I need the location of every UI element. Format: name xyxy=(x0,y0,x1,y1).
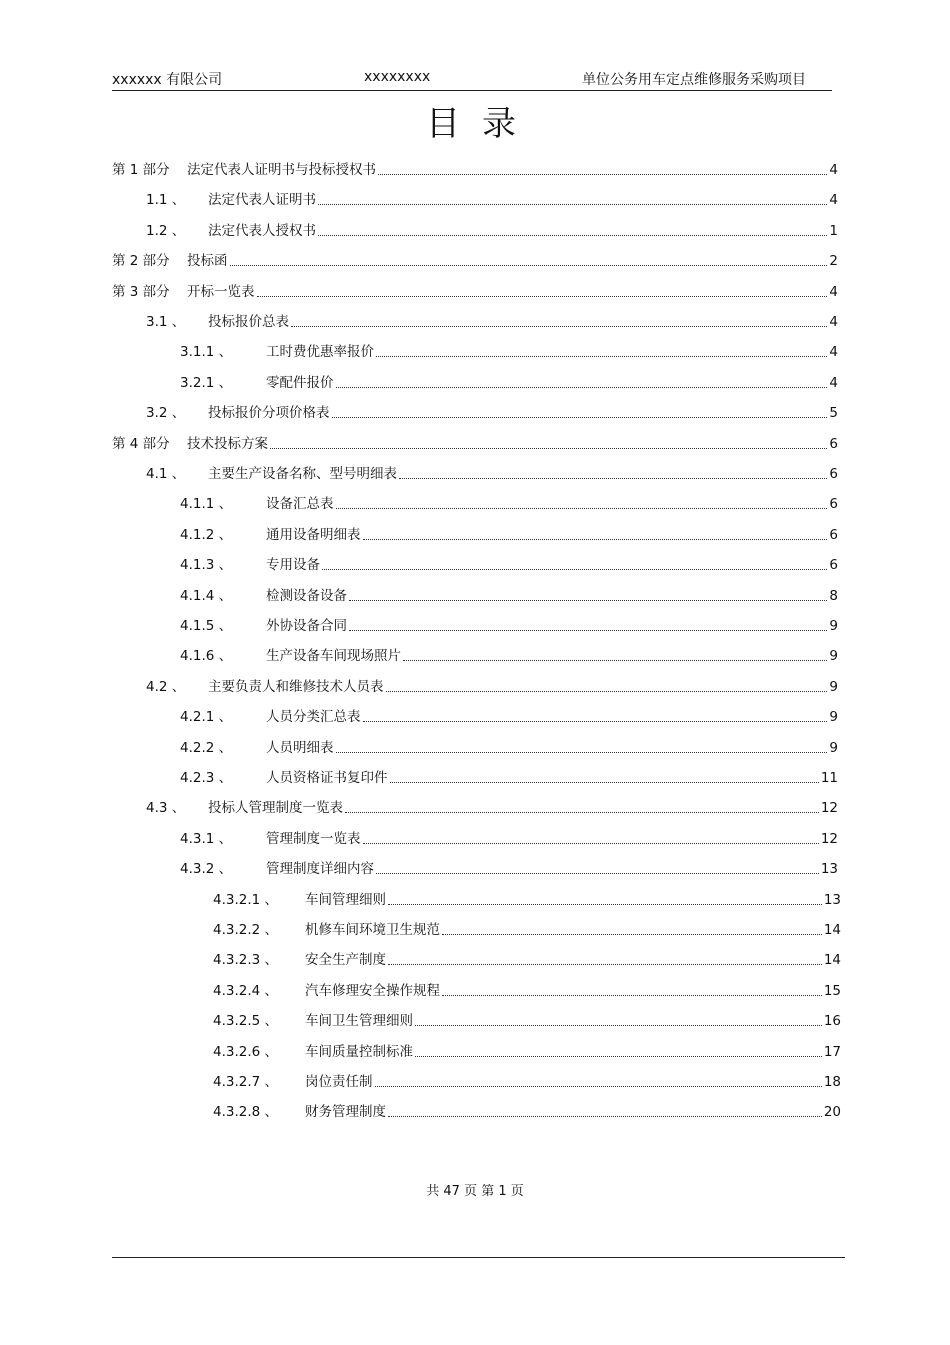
toc-entry[interactable] xyxy=(180,584,838,604)
toc-entry-page: 15 xyxy=(823,982,841,999)
toc-dot-leader xyxy=(442,995,822,996)
toc-entry-title: 车间管理细则 xyxy=(305,891,386,908)
toc-dot-leader xyxy=(322,569,827,570)
toc-entry-title: 管理制度一览表 xyxy=(266,830,361,847)
toc-dot-leader xyxy=(336,387,828,388)
toc-entry-number: 1.1 、 xyxy=(146,192,186,209)
toc-entry-number: 4.3.2.8 、 xyxy=(213,1104,279,1121)
toc-entry[interactable] xyxy=(180,705,838,725)
toc-entry-title: 财务管理制度 xyxy=(305,1104,386,1121)
toc-entry[interactable] xyxy=(180,736,838,756)
toc-entry-page: 9 xyxy=(829,618,838,634)
toc-dot-leader xyxy=(363,539,828,540)
toc-entry-title: 投标报价分项价格表 xyxy=(208,405,330,422)
toc-dot-leader xyxy=(336,752,828,753)
toc-entry-page: 4 xyxy=(829,162,838,178)
toc-dot-leader xyxy=(388,1116,822,1117)
toc-entry-title: 设备汇总表 xyxy=(266,496,334,513)
toc-entry[interactable] xyxy=(180,371,838,391)
toc-entry[interactable] xyxy=(213,1100,841,1120)
toc-entry-page: 4 xyxy=(829,344,838,361)
page-header xyxy=(112,68,832,91)
toc-dot-leader xyxy=(318,204,827,205)
toc-entry-number: 4.1.6 、 xyxy=(180,648,233,665)
toc-dot-leader xyxy=(415,1056,822,1057)
toc-entry-page: 2 xyxy=(829,253,838,270)
toc-entry-page: 9 xyxy=(829,648,838,665)
toc-entry-page: 4 xyxy=(829,283,838,300)
toc-entry-number: 4.3.2.5 、 xyxy=(213,1013,279,1030)
toc-entry-page: 6 xyxy=(829,466,838,482)
toc-dot-leader xyxy=(376,873,819,874)
toc-dot-leader xyxy=(386,691,828,692)
toc-entry-title: 车间质量控制标准 xyxy=(305,1043,413,1060)
toc-dot-leader xyxy=(399,478,827,479)
toc-entry-page: 9 xyxy=(829,739,838,756)
toc-entry[interactable] xyxy=(146,796,838,816)
toc-entry-page: 20 xyxy=(823,1104,841,1121)
toc-dot-leader xyxy=(270,448,827,449)
toc-entry-number: 4.3.2.3 、 xyxy=(213,952,279,969)
toc-entry-number: 3.2.1 、 xyxy=(180,374,233,391)
toc-entry-number: 3.1 、 xyxy=(146,314,186,330)
toc-entry-title: 外协设备合同 xyxy=(266,618,347,634)
toc-entry-title: 人员资格证书复印件 xyxy=(266,770,388,786)
toc-entry-title: 投标人管理制度一览表 xyxy=(208,800,343,817)
toc-entry-page: 6 xyxy=(829,435,838,452)
toc-entry[interactable] xyxy=(180,523,838,543)
toc-entry-number: 4.1.5 、 xyxy=(180,618,233,634)
toc-entry-page: 9 xyxy=(829,709,838,726)
toc-entry-page: 4 xyxy=(829,192,838,209)
toc-entry[interactable] xyxy=(180,492,838,512)
toc-entry-number: 4.3.2.1 、 xyxy=(213,891,279,908)
toc-entry-number: 4.3.2.6 、 xyxy=(213,1043,279,1060)
toc-entry-page: 18 xyxy=(823,1074,841,1090)
toc-entry-title: 法定代表人证明书与投标授权书 xyxy=(187,162,376,178)
toc-entry[interactable] xyxy=(112,280,838,300)
toc-dot-leader xyxy=(376,356,827,357)
toc-entry[interactable] xyxy=(112,249,838,269)
toc-dot-leader xyxy=(349,600,827,601)
toc-entry-page: 12 xyxy=(820,800,838,817)
toc-entry[interactable] xyxy=(180,766,838,786)
toc-entry-title: 通用设备明细表 xyxy=(266,526,361,543)
toc-entry[interactable] xyxy=(213,948,841,968)
toc-dot-leader xyxy=(336,508,828,509)
toc-entry-page: 13 xyxy=(823,891,841,908)
page-footer: 共 47 页 第 1 页 xyxy=(426,1184,524,1199)
toc-entry[interactable] xyxy=(112,432,838,452)
toc-entry-title: 主要生产设备名称、型号明细表 xyxy=(208,466,397,482)
toc-entry[interactable] xyxy=(180,553,838,573)
toc-entry[interactable] xyxy=(146,219,838,239)
header-company: xxxxxx 有限公司 xyxy=(112,72,223,88)
toc-entry-page: 11 xyxy=(820,770,838,786)
toc-dot-leader xyxy=(363,843,819,844)
toc-entry-number: 3.1.1 、 xyxy=(180,344,233,361)
toc-entry[interactable] xyxy=(146,462,838,482)
toc-dot-leader xyxy=(332,417,828,418)
toc-entry[interactable] xyxy=(180,827,838,847)
toc-entry[interactable] xyxy=(112,158,838,178)
toc-dot-leader xyxy=(390,782,819,783)
toc-entry-number: 4.1.3 、 xyxy=(180,557,233,574)
toc-entry-number: 3.2 、 xyxy=(146,405,186,422)
toc-entry-page: 8 xyxy=(829,587,838,604)
toc-entry-number: 第 3 部分 xyxy=(112,283,170,300)
toc-entry-title: 管理制度详细内容 xyxy=(266,861,374,878)
toc-entry[interactable] xyxy=(146,401,838,421)
toc-entry-number: 4.3.2 、 xyxy=(180,861,233,878)
toc-entry-number: 4.1.1 、 xyxy=(180,496,233,513)
page-title: 目录 xyxy=(426,104,538,144)
toc-entry-number: 4.3.2.4 、 xyxy=(213,982,279,999)
toc-entry[interactable] xyxy=(180,340,838,360)
toc-dot-leader xyxy=(291,326,827,327)
toc-dot-leader xyxy=(363,721,828,722)
toc-entry-title: 人员明细表 xyxy=(266,739,334,756)
toc-entry-page: 14 xyxy=(823,922,841,938)
toc-entry-title: 汽车修理安全操作规程 xyxy=(305,982,440,999)
toc-entry-title: 主要负责人和维修技术人员表 xyxy=(208,678,384,695)
toc-entry-page: 17 xyxy=(823,1043,841,1060)
toc-entry-page: 9 xyxy=(829,678,838,695)
toc-entry-number: 4.2 、 xyxy=(146,678,186,695)
header-code: xxxxxxxx xyxy=(364,69,431,85)
toc-entry-page: 6 xyxy=(829,557,838,574)
toc-dot-leader xyxy=(388,904,822,905)
toc-entry-number: 4.2.1 、 xyxy=(180,709,233,726)
toc-entry[interactable] xyxy=(146,675,838,695)
toc-entry-page: 16 xyxy=(823,1013,841,1030)
toc-entry-title: 投标报价总表 xyxy=(208,314,289,330)
toc-dot-leader xyxy=(345,812,819,813)
toc-dot-leader xyxy=(230,265,828,266)
toc-dot-leader xyxy=(415,1025,822,1026)
toc-entry-number: 4.1.4 、 xyxy=(180,587,233,604)
toc-entry-title: 人员分类汇总表 xyxy=(266,709,361,726)
toc-dot-leader xyxy=(318,235,827,236)
toc-entry-page: 4 xyxy=(829,314,838,330)
bottom-divider xyxy=(112,1257,845,1258)
toc-entry-title: 专用设备 xyxy=(266,557,320,574)
toc-entry-title: 开标一览表 xyxy=(187,283,255,300)
toc-entry-title: 投标函 xyxy=(187,253,228,270)
toc-entry[interactable] xyxy=(146,310,838,330)
toc-entry-title: 零配件报价 xyxy=(266,374,334,391)
toc-entry-title: 安全生产制度 xyxy=(305,952,386,969)
toc-entry-page: 6 xyxy=(829,526,838,543)
toc-entry-title: 工时费优惠率报价 xyxy=(266,344,374,361)
toc-dot-leader xyxy=(403,660,827,661)
toc-dot-leader xyxy=(375,1086,822,1087)
toc-entry-page: 6 xyxy=(829,496,838,513)
toc-entry[interactable] xyxy=(213,888,841,908)
toc-entry-number: 4.1 、 xyxy=(146,466,186,482)
toc-entry[interactable] xyxy=(180,857,838,877)
toc-entry-page: 5 xyxy=(829,405,838,422)
toc-entry-page: 12 xyxy=(820,830,838,847)
toc-entry[interactable] xyxy=(213,979,841,999)
toc-entry-title: 检测设备设备 xyxy=(266,587,347,604)
toc-entry[interactable] xyxy=(213,1070,841,1090)
toc-entry-number: 4.3.2.7 、 xyxy=(213,1074,279,1090)
header-project-title: 单位公务用车定点维修服务采购项目 xyxy=(582,72,806,88)
toc-entry-page: 13 xyxy=(820,861,838,878)
toc-entry-number: 第 4 部分 xyxy=(112,435,170,452)
toc-entry[interactable] xyxy=(180,644,838,664)
toc-entry-number: 4.3.1 、 xyxy=(180,830,233,847)
toc-entry-page: 1 xyxy=(829,222,838,239)
toc-entry-number: 4.3.2.2 、 xyxy=(213,922,279,938)
toc-entry-number: 4.2.2 、 xyxy=(180,739,233,756)
toc-entry-title: 法定代表人授权书 xyxy=(208,222,316,239)
toc-entry[interactable] xyxy=(213,1040,841,1060)
toc-entry-number: 4.3 、 xyxy=(146,800,186,817)
toc-entry[interactable] xyxy=(146,188,838,208)
toc-dot-leader xyxy=(257,296,828,297)
toc-entry-title: 技术投标方案 xyxy=(187,435,268,452)
toc-entry-number: 4.2.3 、 xyxy=(180,770,233,786)
toc-entry[interactable] xyxy=(213,1009,841,1029)
toc-entry-page: 14 xyxy=(823,952,841,969)
toc-entry[interactable] xyxy=(180,614,838,634)
toc-dot-leader xyxy=(388,964,822,965)
toc-entry[interactable] xyxy=(213,918,841,938)
toc-entry-title: 生产设备车间现场照片 xyxy=(266,648,401,665)
toc-entry-number: 第 1 部分 xyxy=(112,162,170,178)
toc-entry-number: 4.1.2 、 xyxy=(180,526,233,543)
toc-dot-leader xyxy=(378,174,827,175)
toc-entry-number: 第 2 部分 xyxy=(112,253,170,270)
toc-entry-title: 法定代表人证明书 xyxy=(208,192,316,209)
toc-entry-title: 机修车间环境卫生规范 xyxy=(305,922,440,938)
toc-dot-leader xyxy=(442,934,822,935)
toc-entry-number: 1.2 、 xyxy=(146,222,186,239)
toc-dot-leader xyxy=(349,630,827,631)
toc-entry-title: 岗位责任制 xyxy=(305,1074,373,1090)
toc-entry-page: 4 xyxy=(829,374,838,391)
toc-entry-title: 车间卫生管理细则 xyxy=(305,1013,413,1030)
